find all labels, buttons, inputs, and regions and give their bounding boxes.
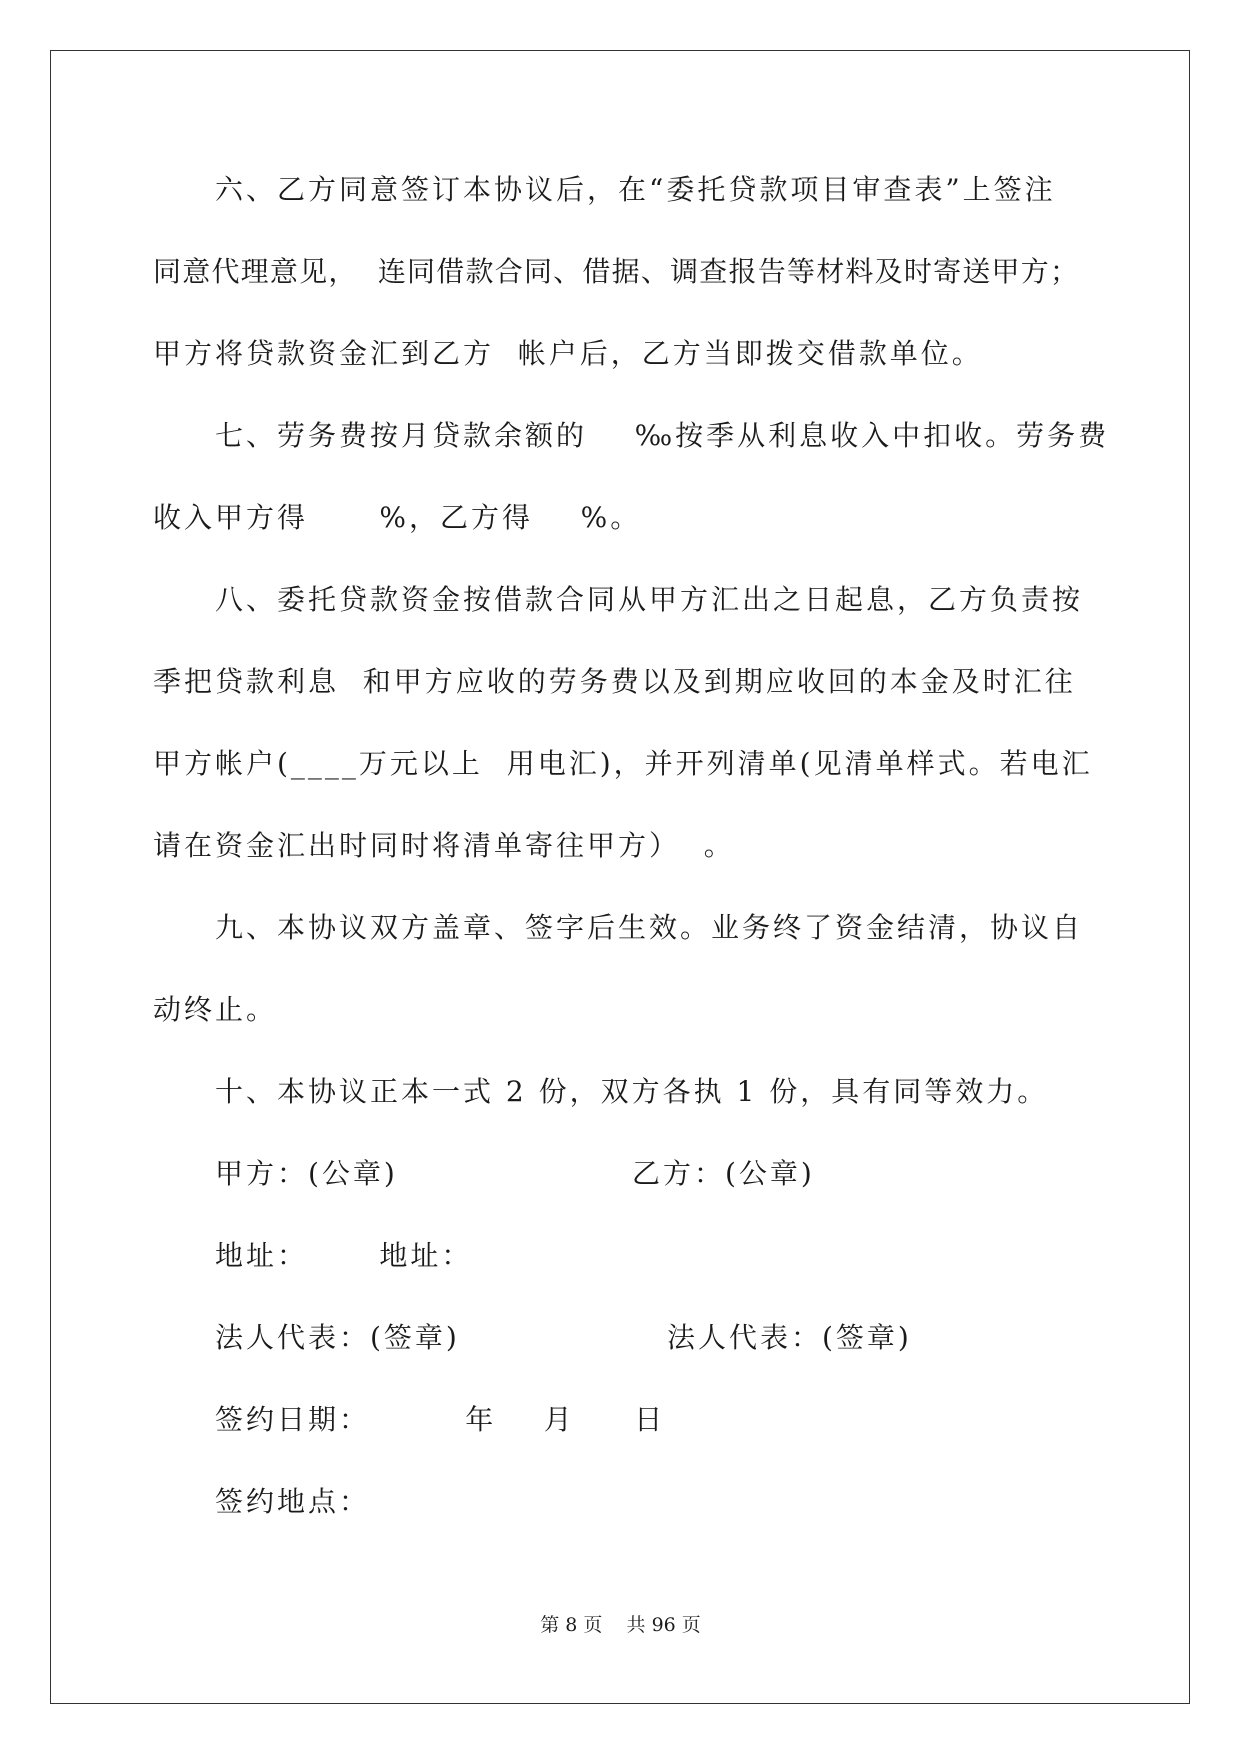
paragraph-6-line-3: 甲方将贷款资金汇到乙方 帐户后，乙方当即拨交借款单位。 <box>153 337 983 370</box>
paragraph-7-line-2: 收入甲方得 %，乙方得 %。 <box>153 501 642 534</box>
signing-date-line: 签约日期： 年 月 日 <box>215 1403 666 1436</box>
paragraph-8-line-4: 请在资金汇出时同时将清单寄往甲方） 。 <box>153 829 735 862</box>
party-a-representative-label: 法人代表：(签章) <box>215 1321 460 1354</box>
party-b-seal-label: 乙方：(公章) <box>632 1157 815 1190</box>
paragraph-10-line-1: 十、本协议正本一式 2 份，双方各执 1 份，具有同等效力。 <box>215 1075 1049 1108</box>
paragraph-9-line-1: 九、本协议双方盖章、签字后生效。业务终了资金结清，协议自 <box>215 911 1084 944</box>
party-a-seal-label: 甲方：(公章) <box>215 1157 398 1190</box>
paragraph-8-line-3: 甲方帐户(____万元以上 用电汇)，并开列清单(见清单样式。若电汇 <box>153 747 1093 780</box>
page-border <box>50 50 1190 1704</box>
paragraph-7-line-1: 七、劳务费按月贷款余额的 ‰按季从利息收入中扣收。劳务费 <box>215 419 1110 452</box>
paragraph-8-line-2: 季把贷款利息 和甲方应收的劳务费以及到期应收回的本金及时汇往 <box>153 665 1076 698</box>
party-b-representative-label: 法人代表：(签章) <box>667 1321 912 1354</box>
page-number-footer: 第 8 页 共 96 页 <box>540 1614 701 1636</box>
paragraph-8-line-1: 八、委托贷款资金按借款合同从甲方汇出之日起息，乙方负责按 <box>215 583 1084 616</box>
paragraph-6-line-1: 六、乙方同意签订本协议后，在“委托贷款项目审查表”上签注 <box>215 173 1056 206</box>
address-line: 地址： 地址： <box>215 1239 473 1272</box>
paragraph-6-line-2: 同意代理意见， 连同借款合同、借据、调查报告等材料及时寄送甲方； <box>153 255 1078 288</box>
signing-place-line: 签约地点： <box>215 1485 371 1518</box>
paragraph-9-line-2: 动终止。 <box>153 993 278 1026</box>
